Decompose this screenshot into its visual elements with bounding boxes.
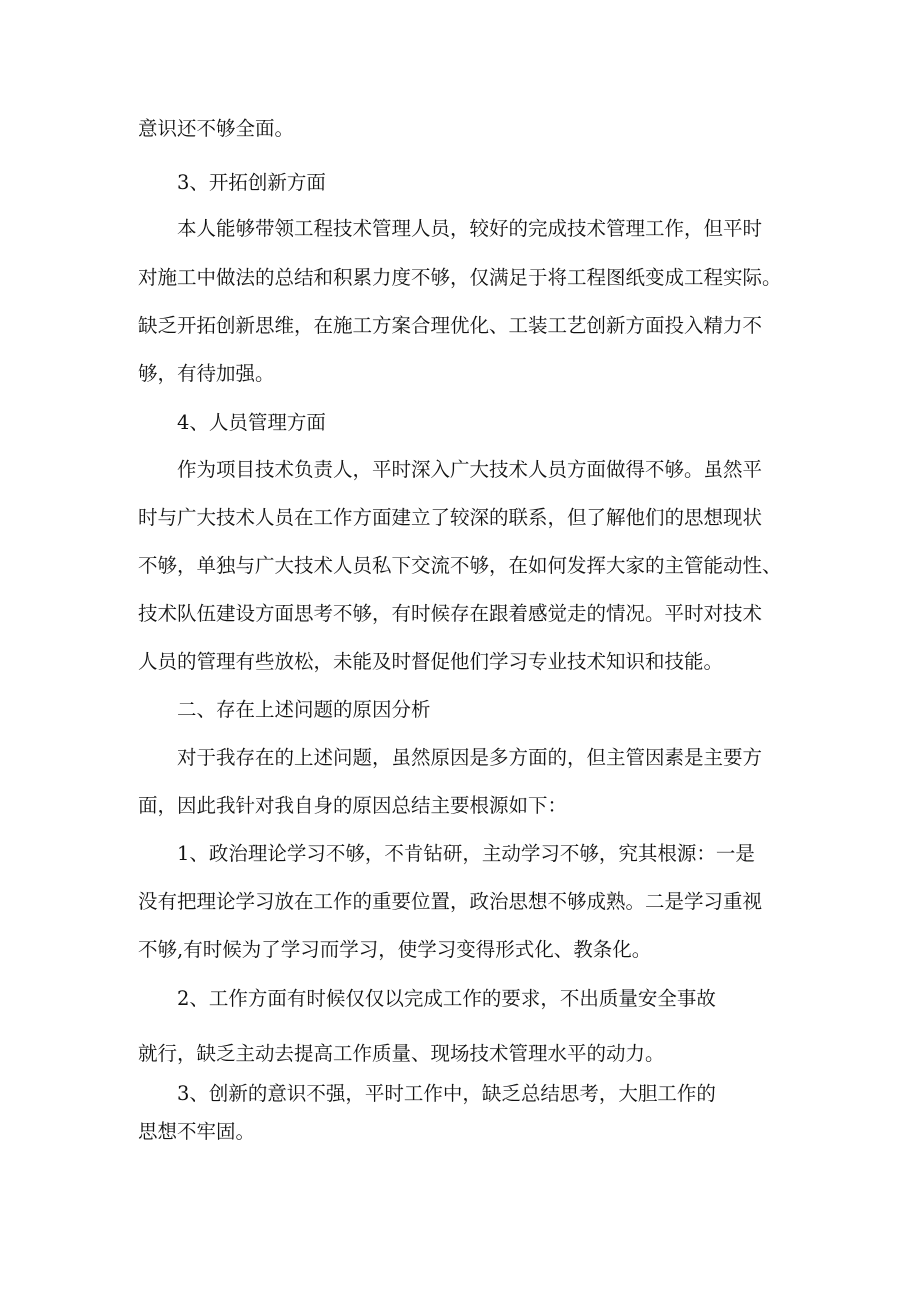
paragraph-line: 3、创新的意识不强，平时工作中，缺乏总结思考，大胆工作的 — [177, 1082, 716, 1105]
paragraph-line: 时与广大技术人员在工作方面建立了较深的联系，但了解他们的思想现状 — [138, 506, 763, 529]
paragraph-line: 缺乏开拓创新思维，在施工方案合理优化、工装工艺创新方面投入精力不 — [138, 314, 763, 337]
section-heading: 3、开拓创新方面 — [177, 171, 326, 194]
paragraph-line: 对于我存在的上述问题，虽然原因是多方面的，但主管因素是主要方 — [177, 746, 763, 769]
section-heading: 二、存在上述问题的原因分析 — [177, 698, 431, 721]
paragraph-line: 2、工作方面有时候仅仅以完成工作的要求，不出质量安全事故 — [177, 987, 716, 1010]
paragraph-line: 本人能够带领工程技术管理人员，较好的完成技术管理工作，但平时 — [177, 217, 763, 240]
paragraph-line: 够，有待加强。 — [138, 362, 275, 385]
paragraph-line: 思想不牢固。 — [138, 1120, 256, 1143]
paragraph-line: 作为项目技术负责人，平时深入广大技术人员方面做得不够。虽然平 — [177, 458, 763, 481]
paragraph-line: 对施工中做法的总结和积累力度不够，仅满足于将工程图纸变成工程实际。 — [138, 266, 782, 289]
paragraph-line: 面，因此我针对我自身的原因总结主要根源如下： — [138, 794, 568, 817]
paragraph-line: 1、政治理论学习不够，不肯钻研，主动学习不够，究其根源：一是 — [177, 842, 755, 865]
section-heading: 4、人员管理方面 — [177, 411, 326, 434]
paragraph-line: 没有把理论学习放在工作的重要位置，政治思想不够成熟。二是学习重视 — [138, 890, 763, 913]
paragraph-line: 不够，单独与广大技术人员私下交流不够，在如何发挥大家的主管能动性、 — [138, 554, 782, 577]
paragraph-line: 技术队伍建设方面思考不够，有时候存在跟着感觉走的情况。平时对技术 — [138, 602, 763, 625]
paragraph-line: 就行，缺乏主动去提高工作质量、现场技术管理水平的动力。 — [138, 1042, 665, 1065]
paragraph-line: 不够,有时候为了学习而学习，使学习变得形式化、教条化。 — [138, 938, 652, 961]
paragraph-line: 意识还不够全面。 — [138, 117, 295, 140]
paragraph-line: 人员的管理有些放松，未能及时督促他们学习专业技术知识和技能。 — [138, 650, 724, 673]
